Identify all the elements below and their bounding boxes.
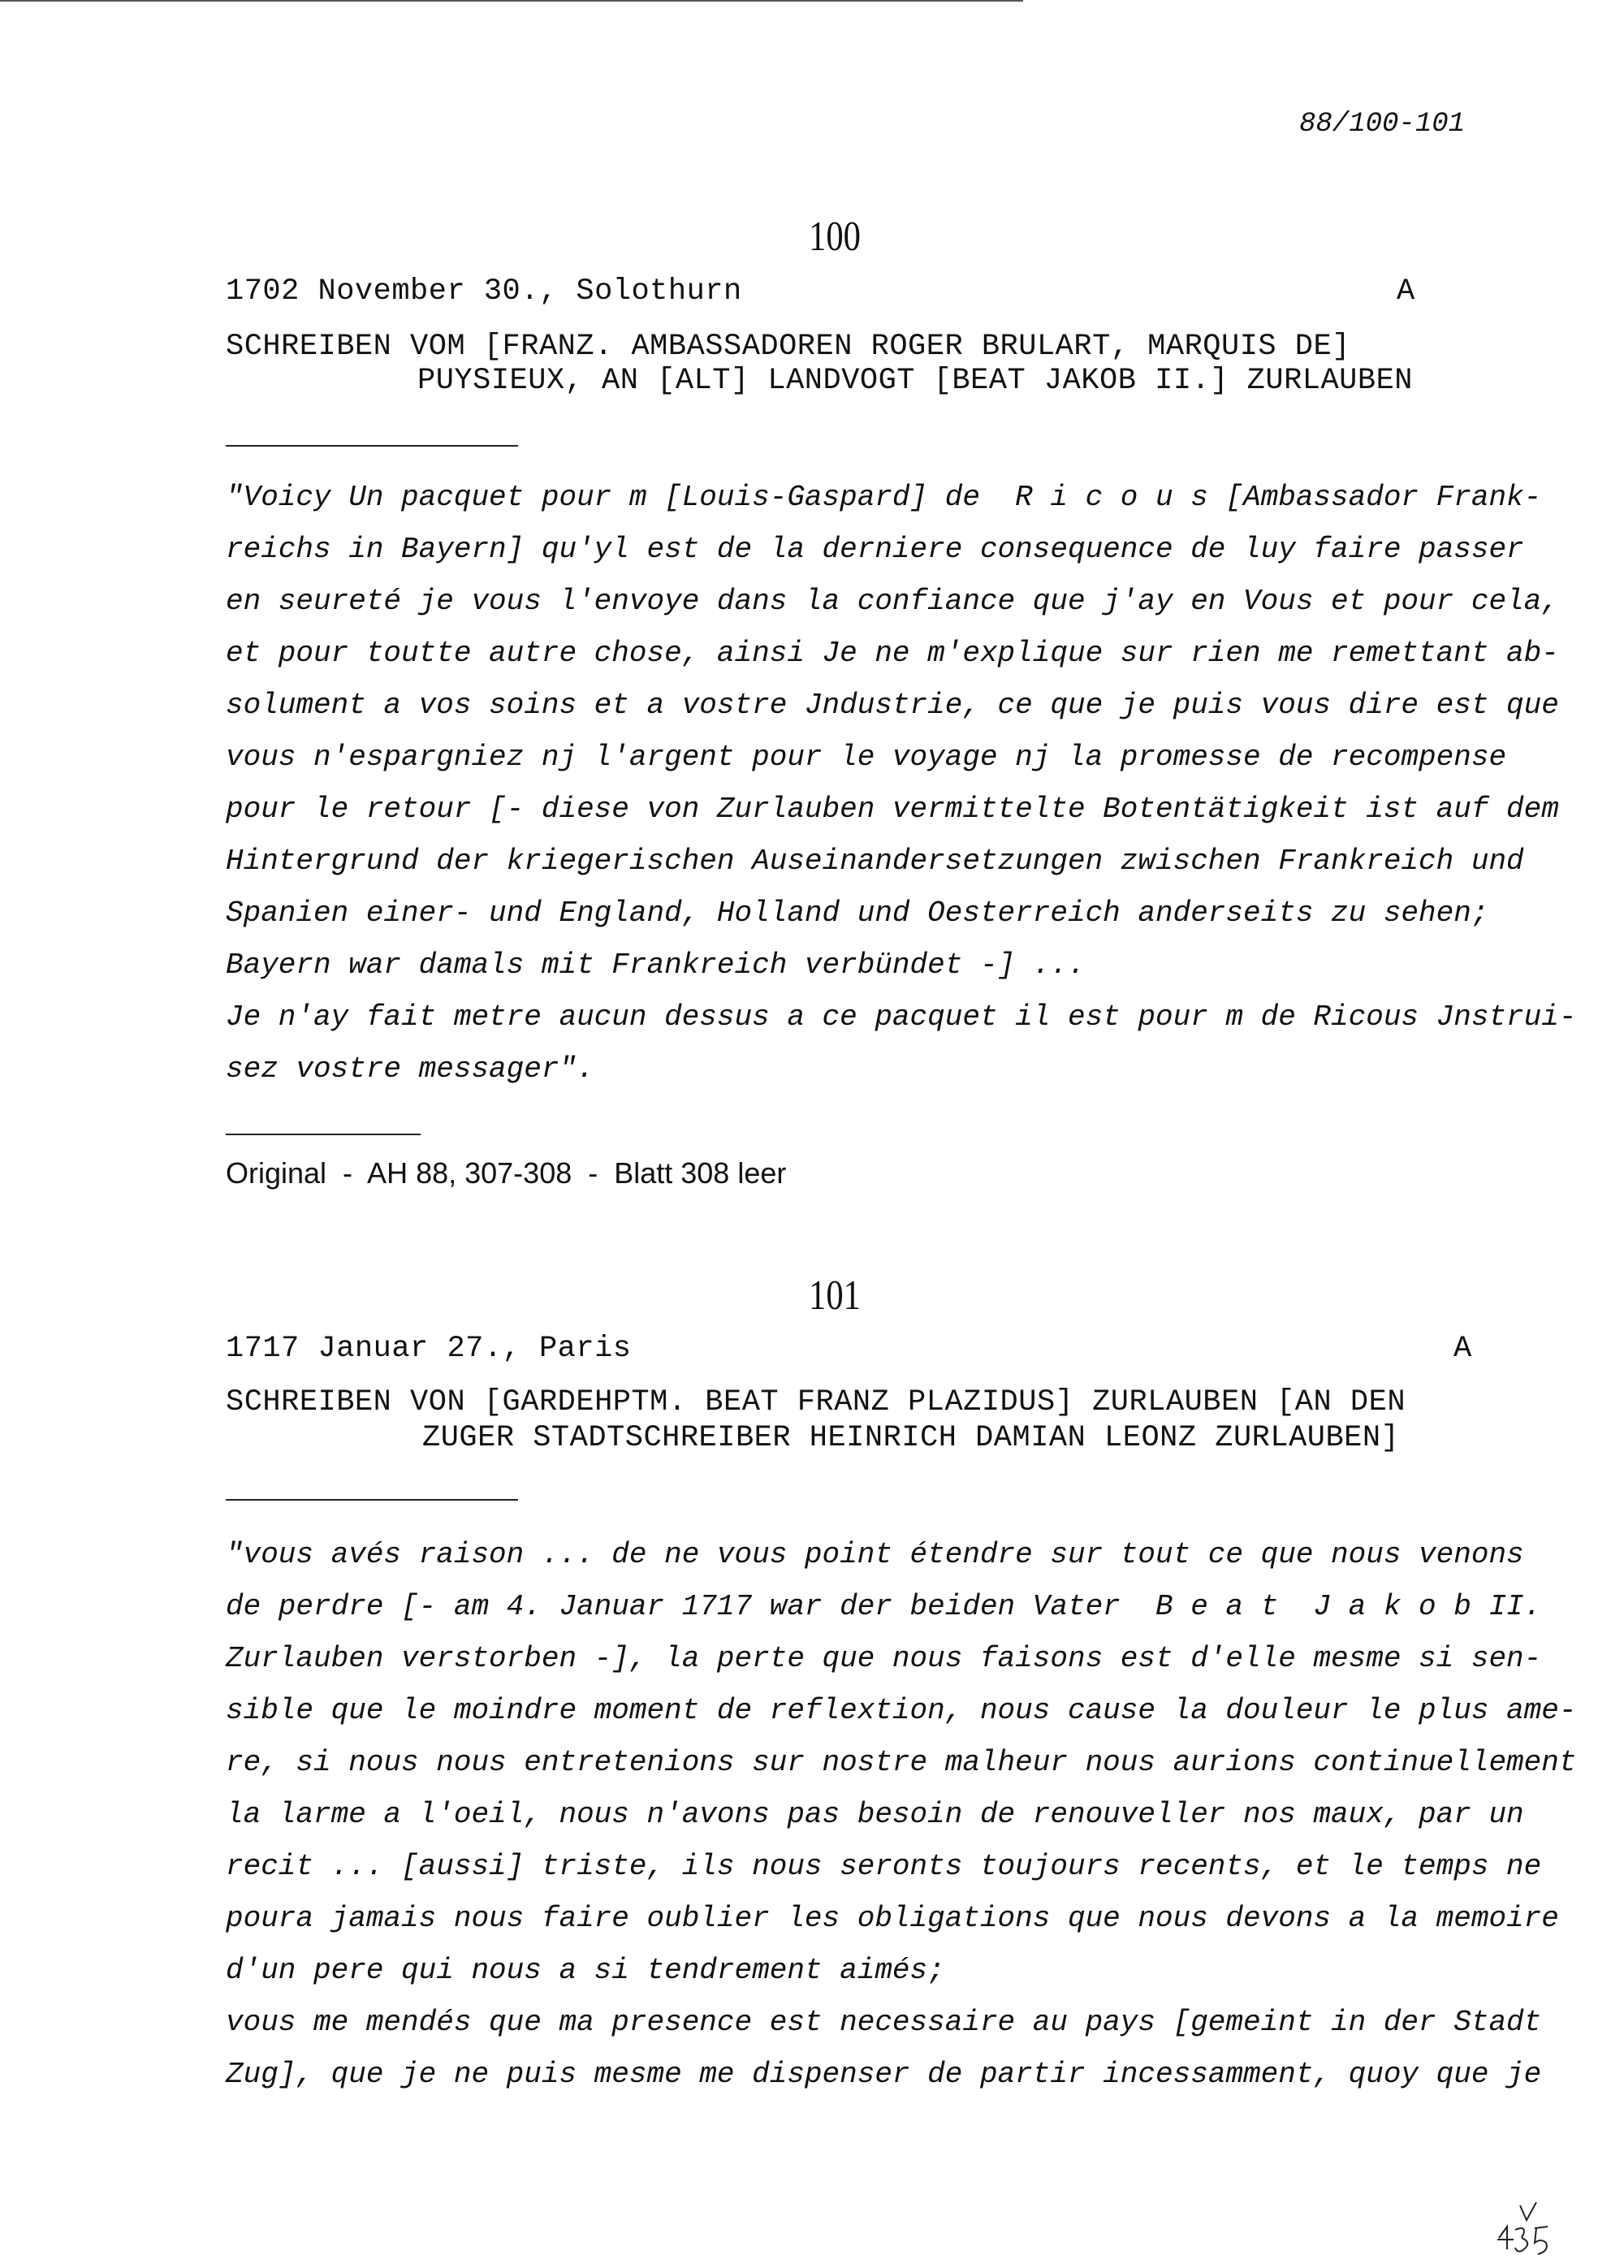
entry-number: 100 xyxy=(809,214,861,260)
text-line: Hintergrund der kriegerischen Auseinandersetzungen zwischen Frankreich und xyxy=(226,845,1524,878)
text-line: d'un pere qui nous a si tendrement aimés; xyxy=(226,1954,945,1987)
text-line: en seureté je vous l'envoye dans la confiance que j'ay en Vous et pour cela, xyxy=(226,585,1559,618)
entry-title-line: ZUGER STADTSCHREIBER HEINRICH DAMIAN LEONZ ZURLAUBEN] xyxy=(422,1421,1400,1455)
text-line: la larme a l'oeil, nous n'avons pas besoin de renouveller nos maux, par un xyxy=(226,1798,1524,1831)
text-line: sez vostre messager". xyxy=(226,1052,594,1086)
separator-rule xyxy=(226,1499,518,1501)
text-line: et pour toutte autre chose, ainsi Je ne m'explique sur rien me remettant ab- xyxy=(226,637,1559,670)
text-line: solument a vos soins et a vostre Jndustrie, ce que je puis vous dire est que xyxy=(226,689,1559,722)
text-line: Zurlauben verstorben -], la perte que nous faisons est d'elle mesme si sen- xyxy=(226,1642,1542,1675)
entry-date-place: 1717 Januar 27., Paris xyxy=(226,1332,632,1366)
text-line: Zug], que je ne puis mesme me dispenser de partir incessamment, quoy que je xyxy=(226,2058,1542,2091)
separator-rule xyxy=(226,445,518,447)
entry-type-letter: A xyxy=(1453,1332,1472,1366)
page-reference: 88/100-101 xyxy=(1299,109,1466,140)
source-note: Original - AH 88, 307-308 - Blatt 308 leer xyxy=(226,1156,787,1190)
text-line: poura jamais nous faire oublier les obligations que nous devons a la memoire xyxy=(226,1902,1559,1935)
text-line: Spanien einer- und England, Holland und Oesterreich anderseits zu sehen; xyxy=(226,896,1489,930)
scan-top-edge xyxy=(0,0,1023,2)
text-line: "Voicy Un pacquet pour m [Louis-Gaspard] de R i c o u s [Ambassador Frank- xyxy=(226,481,1542,514)
text-line: Je n'ay fait metre aucun dessus a ce pacquet il est pour m de Ricous Jnstrui- xyxy=(226,1000,1577,1034)
entry-title-line: SCHREIBEN VON [GARDEHPTM. BEAT FRANZ PLAZIDUS] ZURLAUBEN [AN DEN xyxy=(226,1385,1406,1419)
text-line: vous n'espargniez nj l'argent pour le voyage nj la promesse de recompense xyxy=(226,741,1507,774)
text-line: "vous avés raison ... de ne vous point étendre sur tout ce que nous venons xyxy=(226,1538,1524,1571)
entry-title-line: PUYSIEUX, AN [ALT] LANDVOGT [BEAT JAKOB II.] ZURLAUBEN xyxy=(417,364,1413,398)
entry-date-place: 1702 November 30., Solothurn xyxy=(226,274,742,309)
text-line: re, si nous nous entretenions sur nostre malheur nous aurions continuellement xyxy=(226,1746,1577,1779)
text-line: reichs in Bayern] qu'yl est de la derniere consequence de luy faire passer xyxy=(226,533,1524,566)
text-line: Bayern war damals mit Frankreich verbündet -] ... xyxy=(226,948,1086,982)
text-line: vous me mendés que ma presence est necessaire au pays [gemeint in der Stadt xyxy=(226,2006,1542,2039)
text-line: recit ... [aussi] triste, ils nous seronts toujours recents, et le temps ne xyxy=(226,1850,1542,1883)
text-line: pour le retour [- diese von Zurlauben vermittelte Botentätigkeit ist auf dem xyxy=(226,793,1559,826)
handwritten-page-number xyxy=(1496,2202,1553,2259)
entry-number: 101 xyxy=(809,1272,861,1319)
text-line: sible que le moindre moment de reflextion, nous cause la douleur le plus ame- xyxy=(226,1694,1577,1727)
separator-rule xyxy=(226,1134,421,1135)
entry-type-letter: A xyxy=(1397,274,1415,309)
text-line: de perdre [- am 4. Januar 1717 war der beiden Vater B e a t J a k o b II. xyxy=(226,1590,1542,1623)
entry-title-line: SCHREIBEN VOM [FRANZ. AMBASSADOREN ROGER BRULART, MARQUIS DE] xyxy=(226,330,1350,364)
